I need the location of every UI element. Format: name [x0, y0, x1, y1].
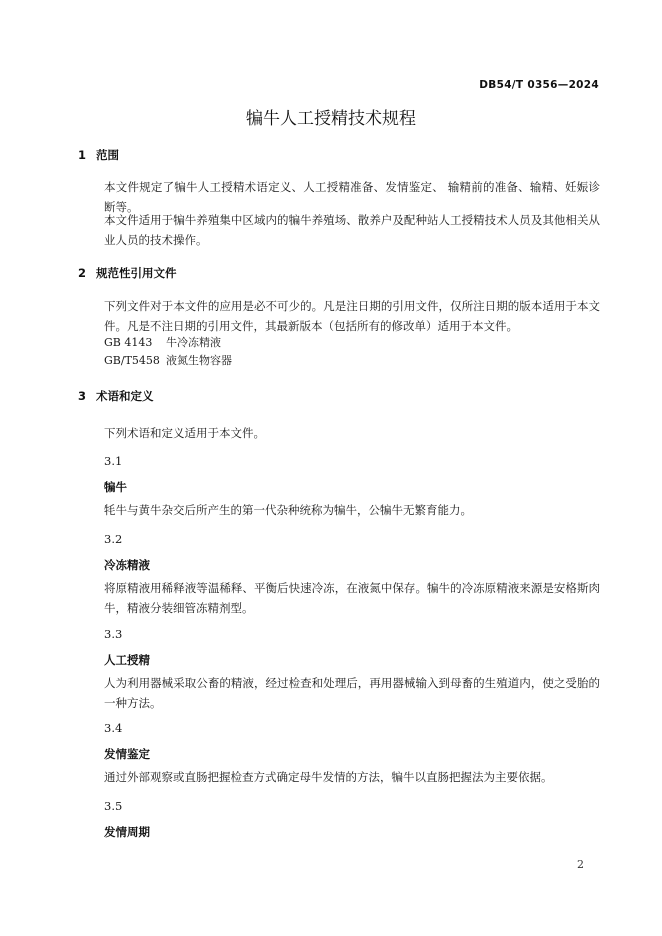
term-number: 3.2	[104, 532, 123, 546]
section-1-heading	[78, 147, 119, 163]
term-number: 3.3	[104, 627, 123, 641]
paragraph-text: 将原精液用稀释液等温稀释、平衡后快速冷冻，在液氮中保存。犏牛的冷冻原精液来源是安格斯肉牛，精液分装细管冻精剂型。	[104, 581, 600, 615]
term-definition	[80, 767, 600, 787]
section-number: 3	[78, 389, 87, 403]
section-3-intro	[80, 423, 600, 443]
standard-number: DB54/T 0356—2024	[479, 79, 599, 91]
paragraph-text: 下列文件对于本文件的应用是必不可少的。凡是注日期的引用文件，仅所注日期的版本适用于本文件。凡是不注日期的引用文件，其最新版本（包括所有的修改单）适用于本文件。	[104, 299, 600, 333]
term-name: 发情周期	[104, 825, 150, 839]
section-number: 2	[78, 266, 87, 280]
reference-item	[104, 352, 232, 368]
term-definition	[80, 578, 600, 618]
paragraph-text: 本文件适用于犏牛养殖集中区域内的犏牛养殖场、散养户及配种站人工授精技术人员及其他相关从业人员的技术操作。	[104, 213, 600, 247]
section-title: 规范性引用文件	[96, 266, 177, 280]
term-number: 3.1	[104, 454, 123, 468]
term-name: 犏牛	[104, 480, 127, 494]
section-3-heading	[78, 388, 154, 404]
term-name: 人工授精	[104, 653, 150, 667]
section-2-paragraph-1	[80, 296, 600, 336]
term-definition	[80, 500, 600, 520]
reference-name: 液氮生物容器	[166, 354, 232, 367]
section-1-paragraph-2	[80, 210, 600, 250]
reference-code: GB/T5458	[104, 354, 160, 367]
term-name: 冷冻精液	[104, 558, 150, 572]
section-2-heading	[78, 265, 177, 281]
paragraph-text: 人为利用器械采取公畜的精液，经过检查和处理后，再用器械输入到母畜的生殖道内，使之受胎的一种方法。	[104, 676, 600, 710]
paragraph-text: 通过外部观察或直肠把握检查方式确定母牛发情的方法，犏牛以直肠把握法为主要依据。	[104, 770, 553, 784]
page-number: 2	[577, 858, 584, 871]
paragraph-text: 下列术语和定义适用于本文件。	[104, 426, 265, 440]
term-number: 3.4	[104, 721, 123, 735]
document-title: 犏牛人工授精技术规程	[246, 109, 416, 129]
section-title: 范围	[96, 148, 119, 162]
paragraph-text: 本文件规定了犏牛人工授精术语定义、人工授精准备、发情鉴定、 输精前的准备、输精、妊娠诊断等。	[104, 180, 600, 214]
reference-name: 牛冷冻精液	[166, 336, 221, 349]
reference-item	[104, 334, 221, 350]
term-number: 3.5	[104, 799, 123, 813]
paragraph-text: 牦牛与黄牛杂交后所产生的第一代杂种统称为犏牛，公犏牛无繁育能力。	[104, 503, 472, 517]
section-title: 术语和定义	[96, 389, 154, 403]
section-number: 1	[78, 148, 87, 162]
reference-code: GB 4143	[104, 336, 153, 349]
term-name: 发情鉴定	[104, 747, 150, 761]
term-definition	[80, 673, 600, 713]
